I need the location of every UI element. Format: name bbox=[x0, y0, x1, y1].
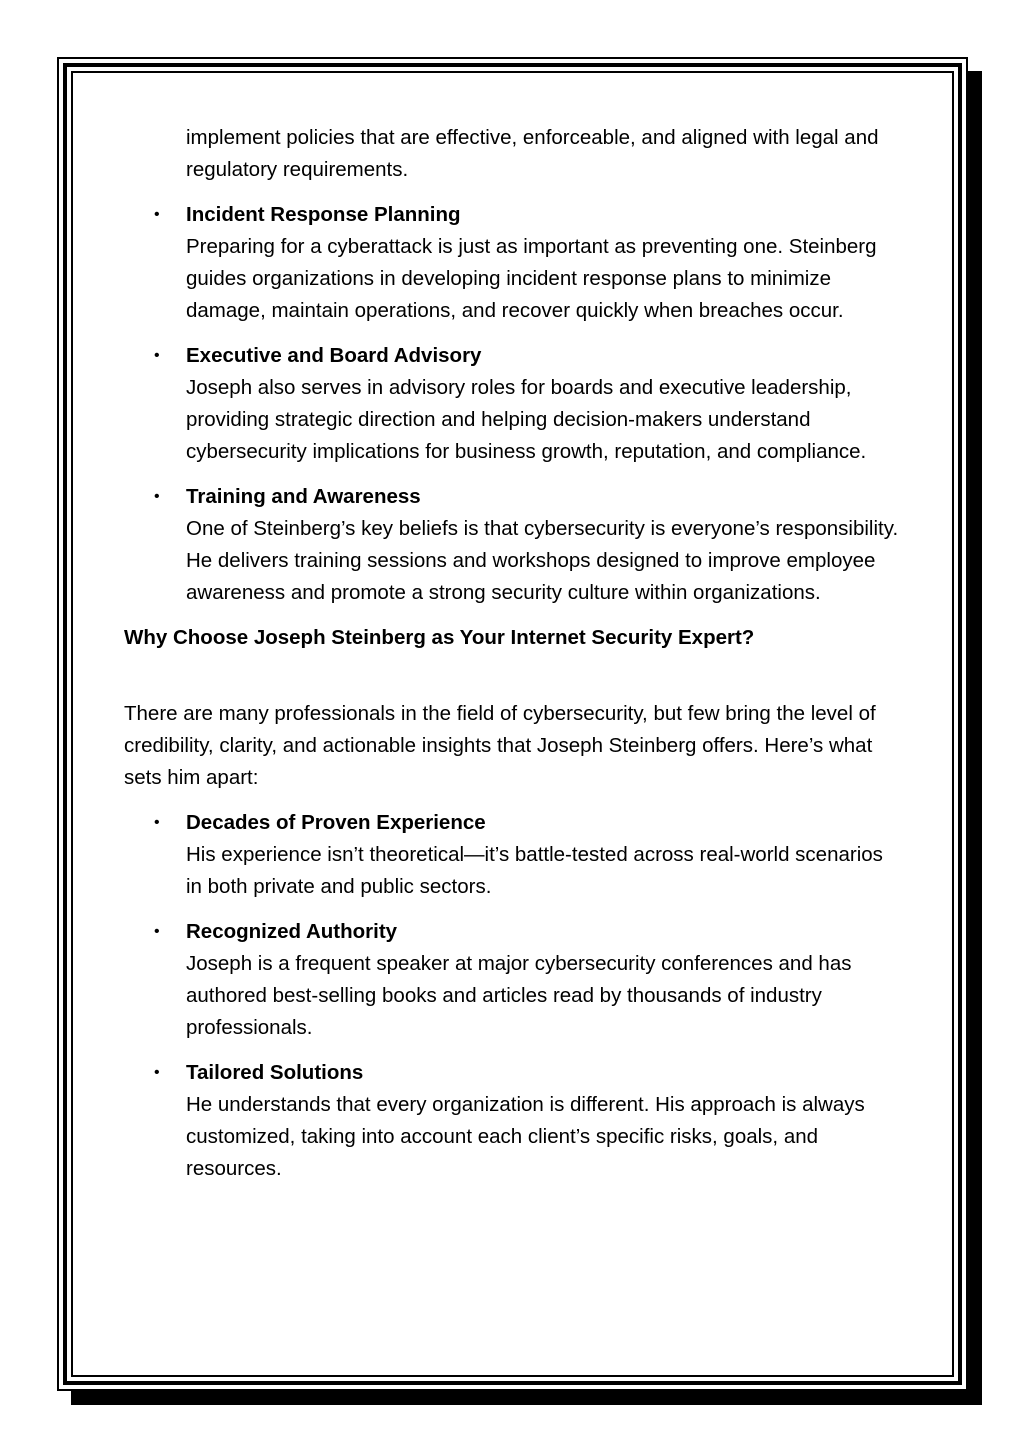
list-item-title: Executive and Board Advisory bbox=[186, 344, 482, 367]
list-item-title: Decades of Proven Experience bbox=[186, 811, 486, 834]
list-item-title: Training and Awareness bbox=[186, 485, 421, 508]
list-item-body: Preparing for a cyberattack is just as important as preventing one. Steinberg guides organizations in developing incident response plans to minimize damage, maintain operations, and recover quickly when breaches occur. bbox=[186, 235, 877, 322]
list-item bbox=[124, 807, 904, 903]
list-item bbox=[124, 916, 904, 1044]
bullet-icon: • bbox=[154, 923, 160, 940]
continuation-paragraph: implement policies that are effective, enforceable, and aligned with legal and regulatory requirements. bbox=[186, 126, 879, 181]
list-item-body: He understands that every organization is different. His approach is always customized, taking into account each client’s specific risks, goals, and resources. bbox=[186, 1093, 865, 1180]
list-item-title: Incident Response Planning bbox=[186, 203, 461, 226]
list-item bbox=[124, 481, 904, 609]
list-item bbox=[124, 199, 904, 327]
list-item-body: Joseph also serves in advisory roles for boards and executive leadership, providing strategic direction and helping decision-makers understand cybersecurity implications for business growth, reputation, and compliance. bbox=[186, 376, 867, 463]
intro-paragraph: There are many professionals in the field of cybersecurity, but few bring the level of credibility, clarity, and actionable insights that Joseph Steinberg offers. Here’s what sets him apart: bbox=[124, 702, 876, 789]
list-item-body: One of Steinberg’s key beliefs is that cybersecurity is everyone’s responsibility. He delivers training sessions and workshops designed to improve employee awareness and promote a strong security culture within organizations. bbox=[186, 517, 899, 604]
section-heading: Why Choose Joseph Steinberg as Your Internet Security Expert? bbox=[124, 626, 755, 649]
bullet-icon: • bbox=[154, 347, 160, 364]
reasons-list bbox=[124, 807, 904, 1185]
bullet-icon: • bbox=[154, 814, 160, 831]
bullet-icon: • bbox=[154, 488, 160, 505]
document-body bbox=[124, 122, 904, 1185]
list-item-title: Tailored Solutions bbox=[186, 1061, 364, 1084]
list-item-body: His experience isn’t theoretical—it’s battle-tested across real-world scenarios in both private and public sectors. bbox=[186, 843, 883, 898]
list-item-body: Joseph is a frequent speaker at major cybersecurity conferences and has authored best-selling books and articles read by thousands of industry professionals. bbox=[186, 952, 852, 1039]
list-item bbox=[124, 340, 904, 468]
list-item bbox=[124, 1057, 904, 1185]
bullet-icon: • bbox=[154, 206, 160, 223]
services-list bbox=[124, 199, 904, 609]
bullet-icon: • bbox=[154, 1064, 160, 1081]
list-item-title: Recognized Authority bbox=[186, 920, 398, 943]
